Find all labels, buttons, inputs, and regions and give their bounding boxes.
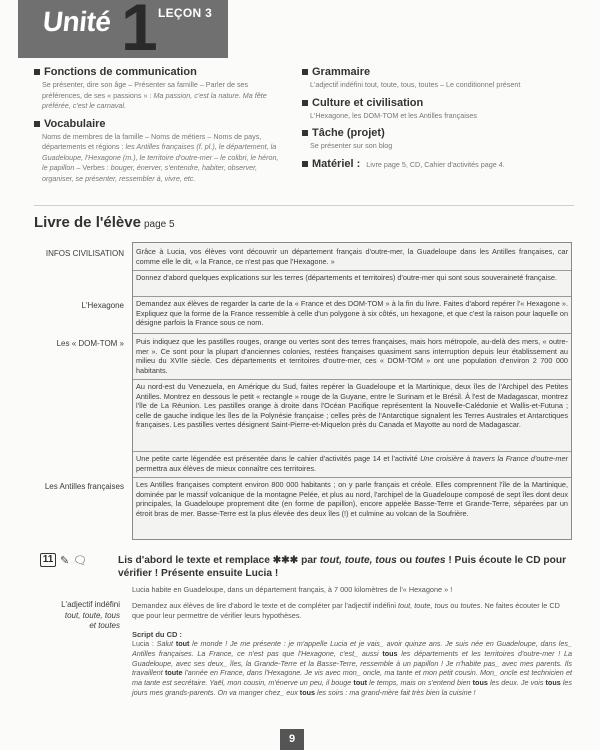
row-label-infos: INFOS CIVILISATION bbox=[45, 249, 124, 258]
bullet-square-icon bbox=[34, 121, 40, 127]
script-text: Lucia : Salut tout le monde ! Je me présente : je m'appelle Lucia et je vais_ avoir quinze ans. Je suis née en Guadeloupe, dans les_ Antilles françaises. La France, ce n'est pas que l'Hexagone, c'est_ aussi tous les départements et les territoires d'outre-mer ! La Guadeloupe, avec ses deux_ îles, la Grande-Terre et la Basse-Terre, ressemble à un papillon ! Je n'habite pas_ avec mes parents. Ils travaillent toute l'année en France, dans l'Hexagone. Je vis avec mon_ oncle, ma tante et mon petit cousin. Mon_ oncle est technicien et ma tante est secrétaire. Yaël, mon cousin, m'énerve un peu, il bouge tout le temps, mais on s'entend bien tous les deux. Je vois tous les jours mes grands-parents. On va manger chez_ eux tous les soirs : ma grand-mère fait très bien la cuisine ! bbox=[132, 639, 573, 697]
section-title: Vocabulaire bbox=[44, 117, 106, 130]
info-column-left bbox=[34, 66, 284, 190]
row-text: Puis indiquez que les pastilles rouges, orange ou vertes sont des terres françaises, mais hors métropole, au-delà des mers, « outre-mer ». Ce sont pour la plupart d'anciennes colonies, restées françaises quasiment sans interruption depuis leur établissement au milieu du XVIIe siècle. Ces départements et territoires d'outre-mer, ces « DOM-TOM » ont une population d'environ 2 700 000 habitants. bbox=[136, 337, 568, 375]
row-label-antilles: Les Antilles françaises bbox=[44, 482, 124, 491]
lesson-label: LEÇON 3 bbox=[158, 6, 213, 20]
adjectif-instructions: Demandez aux élèves de lire d'abord le texte et de compléter par l'adjectif indéfini tout, toute, tous ou toutes. Ne faites écouter le CD que pour leur permettre de vérifier leurs hypothèses. bbox=[132, 601, 560, 620]
row-divider bbox=[133, 477, 571, 478]
row-text: Grâce à Lucia, vos élèves vont découvrir un département français d'outre-mer, la Guadeloupe dans les Antilles françaises, car comme elle le dit, « la France, ce n'est pas que l'Hexagone. » bbox=[136, 247, 568, 266]
bullet-square-icon bbox=[34, 69, 40, 75]
script-title: Script du CD : bbox=[132, 630, 182, 639]
adjectif-label: L'adjectif indéfini tout, toute, tous et toutes bbox=[61, 600, 120, 630]
exercise-icons bbox=[40, 553, 87, 567]
row-label-hexagone: L'Hexagone bbox=[81, 301, 124, 310]
section-vocabulaire bbox=[34, 118, 284, 185]
row-text: Donnez d'abord quelques explications sur les terres (départements et territoires) d'outre-mer qui sont sous souveraineté française. bbox=[136, 273, 557, 282]
info-column-right bbox=[302, 66, 572, 176]
section-culture bbox=[302, 97, 572, 122]
section-divider bbox=[34, 205, 574, 206]
row-text: Une petite carte légendée est présentée dans le cahier d'activités page 14 et l'activité Une croisière à travers la France d'outre-mer permettra aux élèves de mieux connaître ces territoires. bbox=[136, 454, 568, 473]
bullet-square-icon bbox=[302, 69, 308, 75]
section-title: Matériel : bbox=[312, 157, 361, 170]
exercise-intro: Lucia habite en Guadeloupe, dans un département français, à 7 000 kilomètres de l'« Hexagone » ! bbox=[132, 585, 453, 594]
exercise-number: 11 bbox=[40, 553, 56, 567]
reading-icon: ✎ bbox=[60, 554, 70, 567]
row-divider bbox=[133, 270, 571, 271]
section-title: Tâche (projet) bbox=[312, 127, 385, 139]
section-tache bbox=[302, 127, 572, 152]
row-text: Demandez aux élèves de regarder la carte de la « France et des DOM-TOM » à la fin du livre. Faites d'abord repérer l'« Hexagone ». Expliquez que la forme de la France ressemble à celle d'un polygone à six côtés, un hexagone, et que c'est la raison pour laquelle on désigne parfois la France sous ce nom. bbox=[136, 299, 568, 328]
page-number: 9 bbox=[280, 729, 304, 750]
bullet-square-icon bbox=[302, 130, 308, 136]
row-label-domtom: Les « DOM-TOM » bbox=[56, 339, 124, 348]
section-text: L'Hexagone, les DOM-TOM et les Antilles françaises bbox=[310, 110, 478, 120]
section-text: Noms de membres de la famille – Noms de métiers – Noms de pays, départements et régions : les Antilles françaises (f. pl.), le département, la Guadeloupe, l'Hexagone (m.), le territoire d'outre-mer – le colibri, le héron, le papillon – Verbes : bouger, énerver, s'entendre, habiter, observer, organiser, se présenter, ressembler à, vivre, etc. bbox=[42, 131, 279, 183]
section-grammaire bbox=[302, 66, 572, 91]
unit-header-tab bbox=[18, 0, 228, 64]
section-title: Fonctions de communication bbox=[44, 66, 197, 78]
section-title: Culture et civilisation bbox=[312, 96, 424, 109]
section-text: Se présenter sur son blog bbox=[310, 141, 393, 150]
row-divider bbox=[133, 333, 571, 334]
bullet-square-icon bbox=[302, 100, 308, 106]
section-text: Se présenter, dire son âge – Présenter sa famille – Parler de ses préférences, de ses « passions » : Ma passion, c'est la nature. Ma fête préférée, c'est le carnaval. bbox=[42, 80, 267, 110]
livre-heading: Livre de l'élève page 5 bbox=[34, 214, 175, 231]
row-divider bbox=[133, 451, 571, 452]
section-title: Grammaire bbox=[312, 66, 371, 78]
row-text: Les Antilles françaises comptent environ 800 000 habitants ; on y parle français et créole. Elles comprennent l'île de la Martinique, dominée par le massif volcanique de la montagne Pelée, et plus au nord, l'archipel de la Guadeloupe composé de sept îles dont deux principales, la Guadeloupe proprement dite (en forme de papillon), encore appelée Basse-Terre et Grande-Terre, séparées par un étroit bras de mer. Basse-Terre est la plus élevée des deux îles (!) et culmine au volcan de la Soufrière. bbox=[136, 480, 568, 518]
section-text: Livre page 5, CD, Cahier d'activités page 4. bbox=[366, 159, 505, 169]
unit-label: Unité bbox=[41, 6, 113, 37]
speech-bubble-icon: 🗨 bbox=[73, 554, 88, 567]
row-divider bbox=[133, 379, 571, 380]
row-text: Au nord-est du Venezuela, en Amérique du Sud, faites repérer la Guadeloupe et la Martinique, deux îles de l'Archipel des Petites Antilles. Montrez en dessous le petit « rectangle » rouge de la Guyane, entre le Surinam et le Brésil. À l'est de Madagascar, montrez l'île de La Réunion. Les pastilles orange à droite dans l'Océan Pacifique représentent la Nouvelle-Calédonie et Wallis-et-Futuna ; celle de gauche indique les îles de la Polynésie française ; celles près de l'Antarctique signalent les Terres Australes et Antarctiques françaises. Les pastilles vertes désignent Saint-Pierre-et-Miquelon près du Canada et Mayotte au nord de Madagascar. bbox=[136, 382, 568, 430]
row-divider bbox=[133, 296, 571, 297]
section-fonctions bbox=[34, 66, 284, 112]
exercise-title: Lis d'abord le texte et remplace ✱✱✱ par tout, toute, tous ou toutes ! Puis écoute le CD pour vérifier ! Présente ensuite Lucia ! bbox=[118, 555, 567, 579]
livre-page: page 5 bbox=[143, 219, 175, 230]
section-materiel bbox=[302, 158, 572, 171]
unit-number: 1 bbox=[121, 0, 158, 64]
bullet-square-icon bbox=[302, 161, 308, 167]
section-text: L'adjectif indéfini tout, toute, tous, toutes – Le conditionnel présent bbox=[310, 80, 521, 89]
